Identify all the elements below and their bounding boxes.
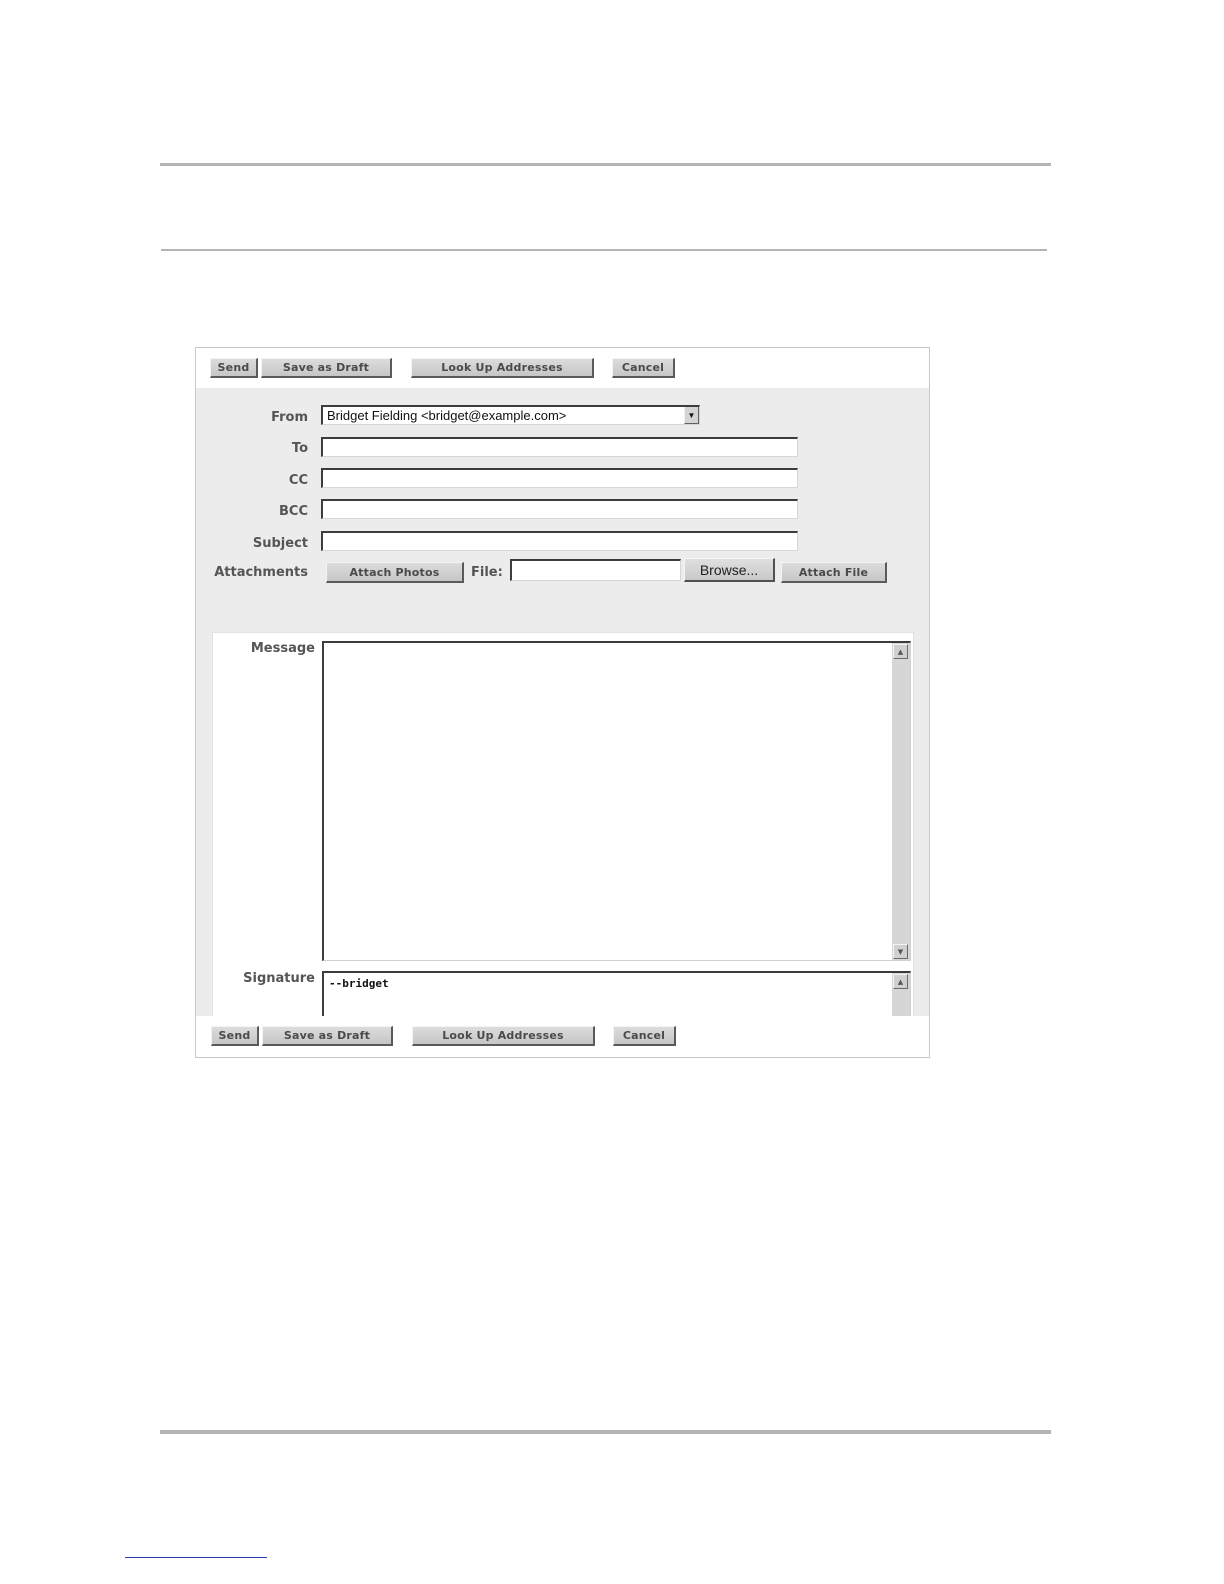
message-textarea[interactable]: [322, 641, 911, 961]
signature-label: Signature: [243, 971, 315, 986]
file-label: File:: [471, 565, 503, 580]
send-button[interactable]: Send: [211, 1026, 259, 1046]
from-select-value: Bridget Fielding <bridget@example.com>: [327, 408, 567, 423]
to-field[interactable]: [321, 437, 798, 457]
header-rule-top: [160, 163, 1051, 166]
bottom-toolbar: [196, 1016, 929, 1056]
bcc-label: BCC: [279, 504, 308, 519]
to-label: To: [291, 441, 308, 456]
lookup-addresses-button[interactable]: Look Up Addresses: [411, 358, 594, 378]
message-panel: [212, 632, 914, 1044]
save-draft-button[interactable]: Save as Draft: [261, 358, 392, 378]
compose-window: [195, 347, 930, 1058]
file-path-input[interactable]: [510, 559, 681, 581]
signature-text: --bridget: [329, 977, 389, 990]
subject-field[interactable]: [321, 531, 798, 551]
cancel-button[interactable]: Cancel: [613, 1026, 676, 1046]
compose-form: [196, 388, 929, 1016]
header-rule-bottom: [161, 249, 1047, 251]
cancel-button[interactable]: Cancel: [612, 358, 675, 378]
cc-label: CC: [288, 473, 308, 488]
message-label: Message: [250, 641, 315, 656]
arrow-down-icon[interactable]: ▼: [893, 944, 908, 959]
attach-file-button[interactable]: Attach File: [781, 562, 887, 583]
footer-rule: [160, 1430, 1051, 1434]
footer-link-underline[interactable]: [125, 1557, 267, 1558]
cc-field[interactable]: [321, 468, 798, 488]
from-label: From: [271, 410, 308, 425]
attach-photos-button[interactable]: Attach Photos: [326, 562, 464, 583]
send-button[interactable]: Send: [210, 358, 258, 378]
browse-button[interactable]: Browse...: [684, 558, 775, 582]
lookup-addresses-button[interactable]: Look Up Addresses: [412, 1026, 595, 1046]
subject-label: Subject: [252, 536, 308, 551]
attachments-label: Attachments: [214, 565, 308, 580]
chevron-down-icon[interactable]: ▼: [684, 407, 699, 424]
top-toolbar: [196, 348, 929, 388]
message-scrollbar[interactable]: [892, 643, 910, 960]
save-draft-button[interactable]: Save as Draft: [262, 1026, 393, 1046]
from-select[interactable]: [321, 405, 700, 425]
arrow-up-icon[interactable]: ▲: [893, 644, 908, 659]
bcc-field[interactable]: [321, 499, 798, 519]
arrow-up-icon[interactable]: ▲: [893, 974, 908, 989]
